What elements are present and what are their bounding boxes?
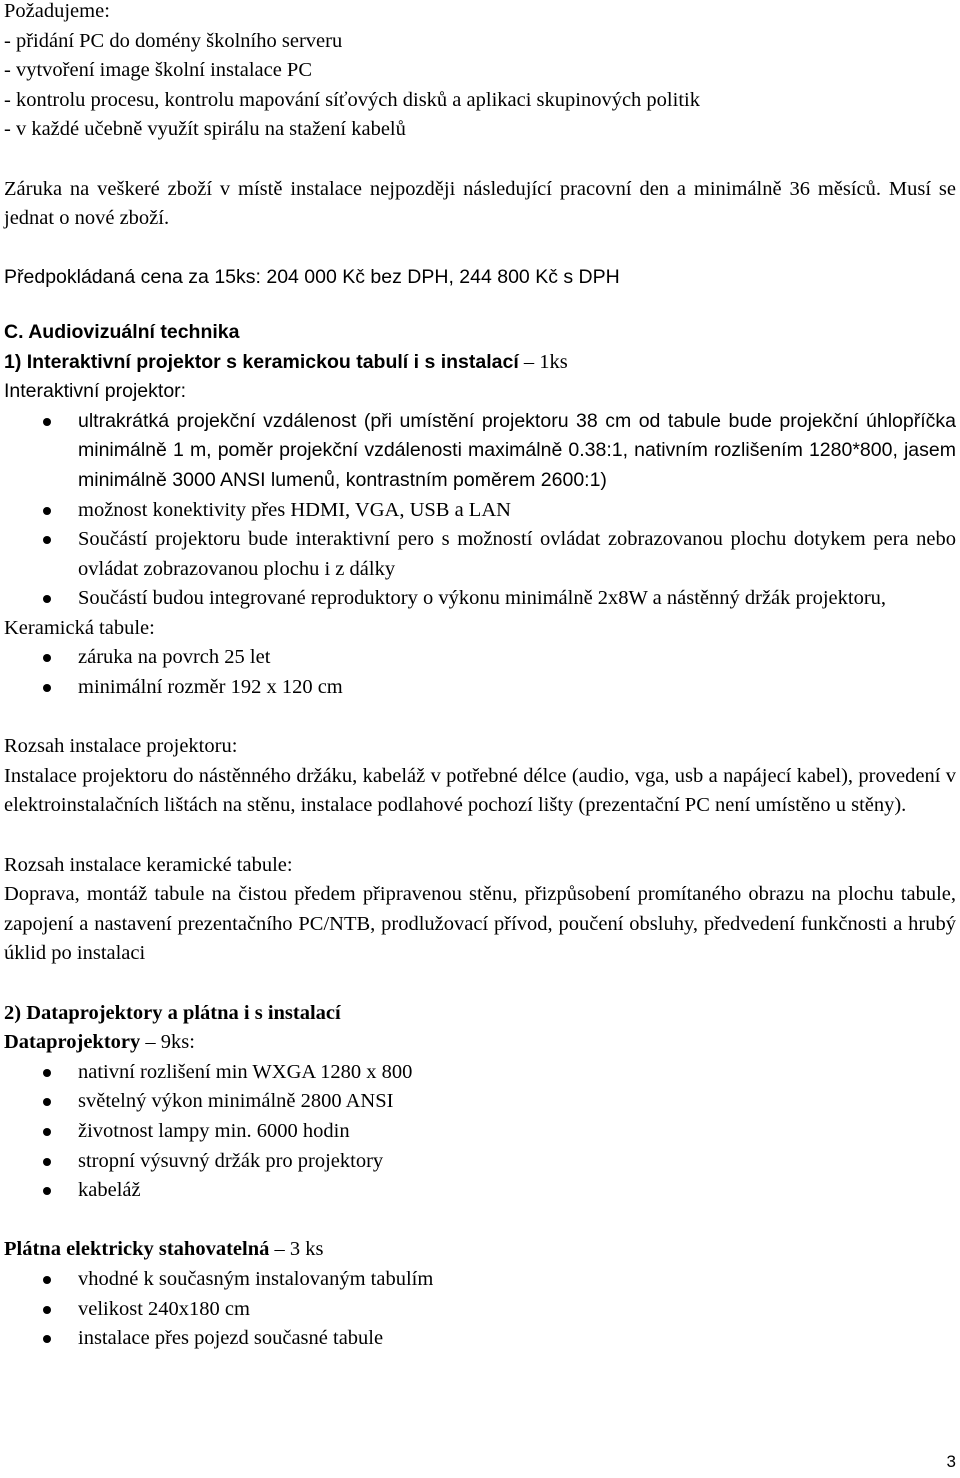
board-label: Keramická tabule: (4, 616, 155, 639)
list-item-text: kabeláž (78, 1179, 141, 1202)
dash-separator: – (274, 1238, 290, 1261)
bullet-icon (43, 1335, 51, 1343)
list-item (4, 584, 956, 614)
bullet-icon (43, 595, 51, 603)
list-item-text: Součástí budou integrované reproduktory o výkonu minimálně 2x8W a nástěnný držák projektoru, (78, 587, 887, 610)
bullet-icon (43, 1158, 51, 1166)
list-item (4, 1147, 956, 1177)
board-bullet-list (4, 643, 956, 702)
list-item (4, 1117, 956, 1147)
projectors-heading (4, 1028, 956, 1058)
list-item-text: instalace přes pojezd současné tabule (78, 1327, 384, 1350)
bullet-icon (43, 507, 51, 515)
requirement-item: - přidání PC do domény školního serveru (4, 29, 343, 52)
board-install-text: Doprava, montáž tabule na čistou předem připravenou stěnu, přizpůsobení promítaného obrazu na plochu tabule, zapojení a nastavení prezentačního PC/NTB, prodlužovací přívod, poučení obsluhy, předvedení funkčnosti a hrubý úklid po instalaci (4, 883, 956, 965)
warranty-paragraph: Záruka na veškeré zboží v místě instalace nejpozději následující pracovní den a minimálně 36 měsíců. Musí se jednat o nové zboží. (4, 177, 956, 230)
bullet-icon (43, 1128, 51, 1136)
dash-separator: – (145, 1031, 161, 1054)
list-item-text: možnost konektivity přes HDMI, VGA, USB a LAN (78, 498, 511, 521)
list-item (4, 1265, 956, 1295)
bullet-icon (43, 1276, 51, 1284)
projector-install-text: Instalace projektoru do nástěnného držáku, kabeláž v potřebné délce (audio, vga, usb a napájecí kabel), provedení v elektroinstalačních lištách na stěnu, instalace podlahové pochozí lišty (prezentační PC není umístěno u stěny). (4, 764, 956, 817)
list-item-text: ultrakrátká projekční vzdálenost (při umístění projektoru 38 cm od tabule bude projekční úhlopříčka minimálně 1 m, poměr projekční vzdálenosti maximálně 0.38:1, nativním rozlišením 1280*800, jasem minimálně 3000 ANSI lumenů, kontrastním poměrem 2600:1) (78, 409, 956, 491)
list-item (4, 1295, 956, 1325)
list-item-text: záruka na povrch 25 let (78, 646, 271, 669)
list-item-text: velikost 240x180 cm (78, 1297, 250, 1320)
requirements-heading: Požadujeme: (4, 0, 110, 22)
item1-title: 1) Interaktivní projektor s keramickou tabulí i s instalací (4, 350, 519, 373)
projector-label: Interaktivní projektor: (4, 380, 187, 403)
item2-title: 2) Dataprojektory a plátna i s instalací (4, 1001, 341, 1024)
bullet-icon (43, 536, 51, 544)
page-number: 3 (946, 1452, 956, 1471)
list-item-text: Součástí projektoru bude interaktivní pero s možností ovládat zobrazovanou plochu dotykem pera nebo ovládat zobrazovanou plochu i z dálky (78, 528, 956, 580)
screens-heading (4, 1235, 956, 1265)
list-item-text: životnost lampy min. 6000 hodin (78, 1119, 350, 1142)
projectors-qty: 9ks: (160, 1031, 195, 1054)
bullet-icon (43, 684, 51, 692)
price-estimate: Předpokládaná cena za 15ks: 204 000 Kč bez DPH, 244 800 Kč s DPH (4, 266, 620, 289)
list-item-text: světelný výkon minimálně 2800 ANSI (78, 1090, 394, 1113)
list-item (4, 673, 956, 703)
board-install-label: Rozsah instalace keramické tabule: (4, 853, 293, 876)
list-item (4, 407, 956, 496)
projectors-bullet-list (4, 1058, 956, 1206)
screens-qty: 3 ks (289, 1238, 324, 1261)
bullet-icon (43, 1306, 51, 1314)
bullet-icon (43, 1187, 51, 1195)
list-item (4, 525, 956, 584)
list-item (4, 1087, 956, 1117)
requirement-item: - kontrolu procesu, kontrolu mapování síťových disků a aplikaci skupinových politik (4, 88, 700, 111)
screens-label: Plátna elektricky stahovatelná (4, 1238, 270, 1261)
bullet-icon (43, 1069, 51, 1077)
requirement-item: - vytvoření image školní instalace PC (4, 59, 313, 82)
list-item-text: minimální rozměr 192 x 120 cm (78, 676, 343, 699)
item1-heading (4, 348, 956, 378)
screens-bullet-list (4, 1265, 956, 1354)
projector-bullet-list (4, 407, 956, 614)
projectors-label: Dataprojektory (4, 1031, 141, 1054)
projector-install-label: Rozsah instalace projektoru: (4, 735, 238, 758)
requirement-item: - v každé učebně využít spirálu na stažení kabelů (4, 118, 406, 141)
bullet-icon (43, 418, 51, 426)
bullet-icon (43, 1098, 51, 1106)
list-item (4, 1058, 956, 1088)
list-item (4, 1324, 956, 1354)
document-page (4, 0, 956, 1354)
list-item-text: stropní výsuvný držák pro projektory (78, 1149, 384, 1172)
section-c-title: C. Audiovizuální technika (4, 320, 240, 343)
dash-separator: – (523, 350, 540, 373)
item1-qty: 1ks (539, 350, 568, 373)
list-item (4, 496, 956, 526)
list-item (4, 643, 956, 673)
list-item-text: vhodné k současným instalovaným tabulím (78, 1267, 434, 1290)
bullet-icon (43, 654, 51, 662)
list-item-text: nativní rozlišení min WXGA 1280 x 800 (78, 1060, 413, 1083)
list-item (4, 1176, 956, 1206)
